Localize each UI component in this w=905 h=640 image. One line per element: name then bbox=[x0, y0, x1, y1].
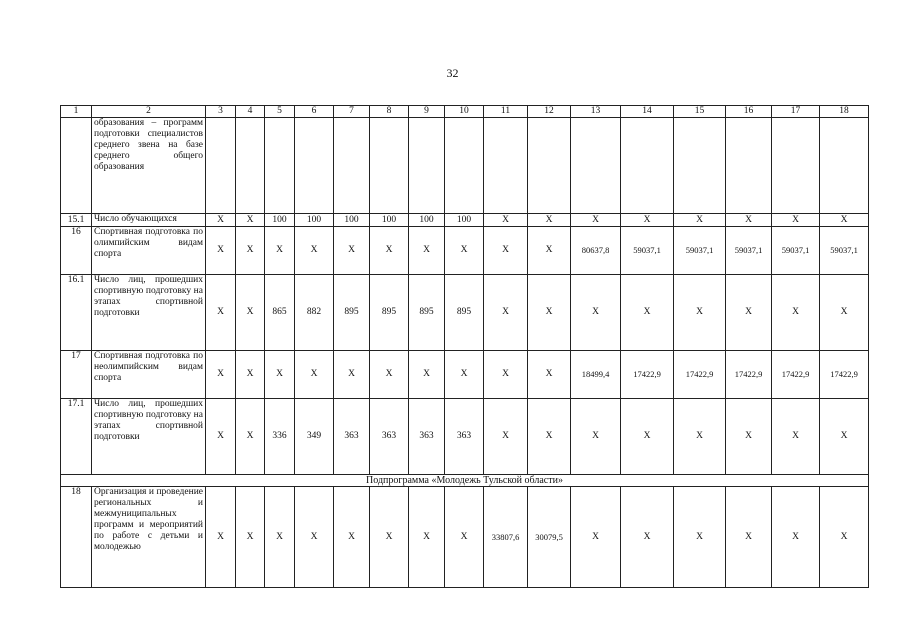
table-cell: 895 bbox=[445, 275, 484, 351]
table-cell: X bbox=[484, 399, 528, 475]
table-cell: 59037,1 bbox=[772, 227, 820, 275]
table-cell: 895 bbox=[334, 275, 370, 351]
table-cell: 59037,1 bbox=[674, 227, 726, 275]
table-cell: X bbox=[528, 214, 571, 227]
row-name bbox=[92, 351, 206, 399]
table-cell: 17422,9 bbox=[621, 351, 674, 399]
table-cell: X bbox=[820, 275, 869, 351]
table-cell: 80637,8 bbox=[571, 227, 621, 275]
table-cell bbox=[772, 118, 820, 214]
row-number: 17 bbox=[61, 351, 92, 399]
table-cell: X bbox=[726, 214, 772, 227]
table-cell: 30079,5 bbox=[528, 487, 571, 588]
row-name bbox=[92, 214, 206, 227]
table-cell: 59037,1 bbox=[726, 227, 772, 275]
table-cell: X bbox=[726, 399, 772, 475]
column-header: 1 bbox=[61, 106, 92, 118]
table-cell: X bbox=[206, 275, 236, 351]
table-row bbox=[61, 118, 869, 214]
section-title: Подпрограмма «Молодежь Тульской области» bbox=[61, 475, 869, 487]
table-cell: 349 bbox=[295, 399, 334, 475]
table-cell: X bbox=[484, 351, 528, 399]
table-cell bbox=[571, 118, 621, 214]
table-cell: 882 bbox=[295, 275, 334, 351]
header-row bbox=[61, 106, 869, 118]
table-cell: X bbox=[445, 351, 484, 399]
table-cell: X bbox=[726, 487, 772, 588]
column-header: 6 bbox=[295, 106, 334, 118]
table-cell: X bbox=[445, 487, 484, 588]
table-cell: X bbox=[528, 399, 571, 475]
table-cell: 17422,9 bbox=[772, 351, 820, 399]
table-cell: X bbox=[820, 399, 869, 475]
table-cell: X bbox=[571, 214, 621, 227]
column-header: 15 bbox=[674, 106, 726, 118]
table-cell: 100 bbox=[295, 214, 334, 227]
column-header: 8 bbox=[370, 106, 409, 118]
row-name bbox=[92, 487, 206, 588]
table-cell: X bbox=[820, 214, 869, 227]
table-cell: X bbox=[674, 214, 726, 227]
table-cell bbox=[726, 118, 772, 214]
row-name-text: Число обучающихся bbox=[94, 214, 177, 224]
row-number: 16 bbox=[61, 227, 92, 275]
row-name bbox=[92, 399, 206, 475]
table-cell: 100 bbox=[265, 214, 295, 227]
table-cell: X bbox=[236, 227, 265, 275]
table-cell: X bbox=[674, 487, 726, 588]
row-number: 18 bbox=[61, 487, 92, 588]
table-row bbox=[61, 227, 869, 275]
table-cell: X bbox=[334, 351, 370, 399]
column-header: 3 bbox=[206, 106, 236, 118]
table-cell: X bbox=[571, 275, 621, 351]
table-cell: X bbox=[528, 227, 571, 275]
table-cell bbox=[674, 118, 726, 214]
table-row bbox=[61, 214, 869, 227]
table-cell: 363 bbox=[445, 399, 484, 475]
table-cell: X bbox=[528, 351, 571, 399]
table-cell: 363 bbox=[409, 399, 445, 475]
table-cell: X bbox=[206, 351, 236, 399]
column-header: 5 bbox=[265, 106, 295, 118]
table-cell: X bbox=[621, 275, 674, 351]
budget-table bbox=[60, 105, 869, 588]
table-cell: X bbox=[571, 399, 621, 475]
table-cell: X bbox=[621, 214, 674, 227]
table-cell: X bbox=[528, 275, 571, 351]
table-cell: 363 bbox=[370, 399, 409, 475]
table-cell: 33807,6 bbox=[484, 487, 528, 588]
table-row bbox=[61, 351, 869, 399]
column-header: 10 bbox=[445, 106, 484, 118]
row-name-text: образования – программ подготовки специалистов среднего звена на базе среднего общего образования bbox=[94, 118, 203, 172]
table-cell: 18499,4 bbox=[571, 351, 621, 399]
table-cell: X bbox=[820, 487, 869, 588]
table-cell: X bbox=[334, 487, 370, 588]
table-cell: X bbox=[772, 487, 820, 588]
row-name bbox=[92, 227, 206, 275]
table-row bbox=[61, 399, 869, 475]
table-cell: X bbox=[409, 227, 445, 275]
row-name bbox=[92, 275, 206, 351]
row-name-text: Число лиц, прошедших спортивную подготовку на этапах спортивной подготовки bbox=[94, 275, 203, 318]
section-row bbox=[61, 475, 869, 487]
table-cell: 363 bbox=[334, 399, 370, 475]
table-cell: X bbox=[236, 275, 265, 351]
table-cell: X bbox=[265, 227, 295, 275]
table-cell: X bbox=[295, 487, 334, 588]
table-cell: X bbox=[484, 227, 528, 275]
table-cell bbox=[334, 118, 370, 214]
table-cell: X bbox=[674, 399, 726, 475]
table-cell: X bbox=[334, 227, 370, 275]
table-cell: X bbox=[236, 399, 265, 475]
column-header: 12 bbox=[528, 106, 571, 118]
table-cell: X bbox=[621, 399, 674, 475]
table-cell: 59037,1 bbox=[621, 227, 674, 275]
row-number: 16.1 bbox=[61, 275, 92, 351]
table-cell: 336 bbox=[265, 399, 295, 475]
column-header: 9 bbox=[409, 106, 445, 118]
table-cell bbox=[370, 118, 409, 214]
table-cell bbox=[484, 118, 528, 214]
row-number: 17.1 bbox=[61, 399, 92, 475]
table-cell: X bbox=[772, 214, 820, 227]
table-cell: X bbox=[674, 275, 726, 351]
table-cell bbox=[409, 118, 445, 214]
table-cell: X bbox=[265, 351, 295, 399]
table-cell: X bbox=[571, 487, 621, 588]
column-header: 18 bbox=[820, 106, 869, 118]
table-row bbox=[61, 487, 869, 588]
table-cell: X bbox=[236, 214, 265, 227]
row-name-text: Число лиц, прошедших спортивную подготовку на этапах спортивной подготовки bbox=[94, 399, 203, 442]
table-cell bbox=[528, 118, 571, 214]
table-cell: 100 bbox=[334, 214, 370, 227]
page-number: 32 bbox=[446, 66, 459, 80]
table-cell: X bbox=[445, 227, 484, 275]
table-cell: X bbox=[621, 487, 674, 588]
row-name bbox=[92, 118, 206, 214]
table-cell bbox=[820, 118, 869, 214]
table-cell: X bbox=[370, 351, 409, 399]
table-cell: 100 bbox=[409, 214, 445, 227]
table-cell: X bbox=[726, 275, 772, 351]
row-name-text: Организация и проведение региональных и межмуниципальных программ и мероприятий по работе с детьми и молодежью bbox=[94, 487, 203, 552]
table-cell bbox=[445, 118, 484, 214]
table-cell: 100 bbox=[370, 214, 409, 227]
column-header: 2 bbox=[92, 106, 206, 118]
table-cell: X bbox=[295, 351, 334, 399]
column-header: 7 bbox=[334, 106, 370, 118]
row-name-text: Спортивная подготовка по неолимпийским видам спорта bbox=[94, 351, 203, 383]
table-cell: 100 bbox=[445, 214, 484, 227]
table-cell: 17422,9 bbox=[674, 351, 726, 399]
table-cell: 895 bbox=[370, 275, 409, 351]
column-header: 13 bbox=[571, 106, 621, 118]
table-row bbox=[61, 275, 869, 351]
row-name-text: Спортивная подготовка по олимпийским видам спорта bbox=[94, 227, 203, 259]
table-cell: X bbox=[484, 214, 528, 227]
column-header: 17 bbox=[772, 106, 820, 118]
table-cell: 17422,9 bbox=[726, 351, 772, 399]
table-cell bbox=[621, 118, 674, 214]
table-cell bbox=[236, 118, 265, 214]
table-cell: 865 bbox=[265, 275, 295, 351]
column-header: 11 bbox=[484, 106, 528, 118]
table-cell: X bbox=[206, 399, 236, 475]
table-cell: X bbox=[484, 275, 528, 351]
table-cell: X bbox=[772, 275, 820, 351]
table-cell: X bbox=[236, 351, 265, 399]
column-header: 14 bbox=[621, 106, 674, 118]
table-cell: X bbox=[295, 227, 334, 275]
table-cell: 895 bbox=[409, 275, 445, 351]
table-cell: X bbox=[370, 487, 409, 588]
row-number: 15.1 bbox=[61, 214, 92, 227]
table-cell: X bbox=[206, 214, 236, 227]
table-cell: X bbox=[206, 487, 236, 588]
row-number bbox=[61, 118, 92, 214]
table-cell: X bbox=[265, 487, 295, 588]
column-header: 4 bbox=[236, 106, 265, 118]
table-cell: X bbox=[409, 351, 445, 399]
table-cell: X bbox=[772, 399, 820, 475]
table-cell bbox=[265, 118, 295, 214]
table-cell: 17422,9 bbox=[820, 351, 869, 399]
table-cell: 59037,1 bbox=[820, 227, 869, 275]
table-cell bbox=[295, 118, 334, 214]
table-cell bbox=[206, 118, 236, 214]
table-cell: X bbox=[409, 487, 445, 588]
table-cell: X bbox=[206, 227, 236, 275]
table-cell: X bbox=[370, 227, 409, 275]
column-header: 16 bbox=[726, 106, 772, 118]
table-cell: X bbox=[236, 487, 265, 588]
